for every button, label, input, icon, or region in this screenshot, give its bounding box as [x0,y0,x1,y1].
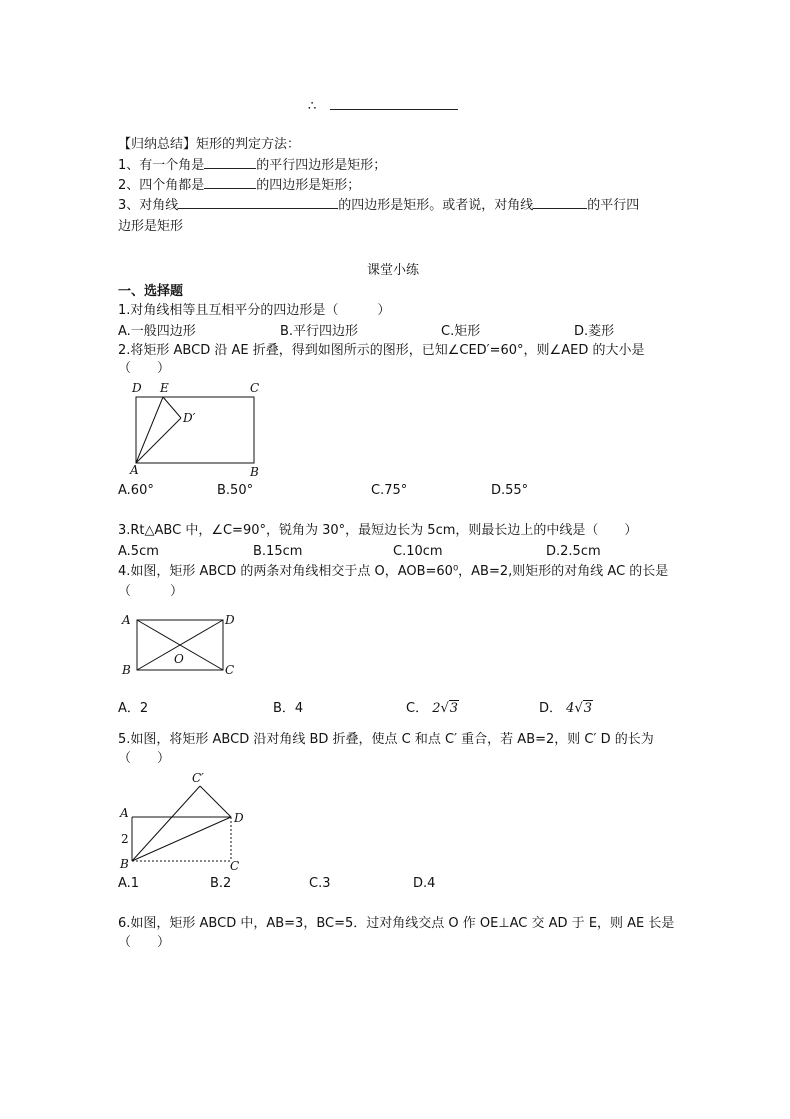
q4-label-b: B [122,663,131,677]
q3-option-d[interactable]: D.2.5cm [546,544,601,559]
q2-figure [118,378,278,482]
q2-label-b: B [250,465,259,479]
q5-label-a: A [120,806,129,820]
q5-line-bd [132,817,231,861]
summary-blank-4[interactable] [533,208,587,209]
q4-figure [118,610,248,680]
q5-line-cprimed [200,786,231,817]
summary-heading: 【归纳总结】矩形的判定方法： [118,137,301,152]
q2-line-ad [136,418,181,463]
q1-option-c[interactable]: C.矩形 [441,324,481,339]
q3-option-a[interactable]: A.5cm [118,544,159,559]
summary-item-2: 2、四个角都是 的四边形是矩形； [118,178,361,193]
summary-item-1: 1、有一个角是 的平行四边形是矩形； [118,158,387,173]
q4-text: 4.如图，矩形 ABCD 的两条对角线相交于点 O，AOB=60⁰，AB=2,则矩形的对角线 AC 的长是 [118,564,669,579]
q5-option-b[interactable]: B.2 [210,876,232,891]
q4-option-b[interactable]: B．4 [273,701,304,716]
q6-text: 6.如图，矩形 ABCD 中，AB=3，BC=5．过对角线交点 O 作 OE⊥AC 交 AD 于 E，则 AE 长是 [118,916,675,931]
q4-option-a[interactable]: A．2 [118,701,149,716]
summary-blank-2[interactable] [204,188,256,189]
q4-label-a: A [122,613,131,627]
q3-text: 3.Rt△ABC 中，∠C=90°，锐角为 30°，最短边长为 5cm，则最长边上的中线是（ ） [118,523,638,538]
q4-option-c[interactable]: C． 2√3 [406,701,459,716]
section-heading: 一、选择题 [118,284,184,299]
therefore-blank[interactable] [330,109,458,110]
q5-option-a[interactable]: A.1 [118,876,140,891]
q5-line-bcprime [132,786,200,861]
q4-paren: （ ） [118,584,184,599]
q2-label-e: E [160,381,169,395]
q2-text: 2.将矩形 ABCD 沿 AE 折叠，得到如图所示的图形，已知∠CED′=60°，则∠AED 的大小是 [118,343,645,358]
q2-label-a: A [130,463,139,477]
q2-paren: （ ） [118,361,171,376]
summary-item-3: 3、对角线 的四边形是矩形。或者说，对角线 的平行四 [118,198,640,213]
q2-option-c[interactable]: C.75° [371,483,408,498]
q5-paren: （ ） [118,751,171,766]
q1-option-a[interactable]: A.一般四边形 [118,324,196,339]
q5-label-cprime: C′ [192,771,204,785]
summary-blank-3[interactable] [178,208,338,209]
q5-label-d: D [234,811,244,825]
q2-option-a[interactable]: A.60° [118,483,154,498]
q1-option-d[interactable]: D.菱形 [574,324,615,339]
q3-option-c[interactable]: C.10cm [393,544,443,559]
q5-option-c[interactable]: C.3 [309,876,331,891]
q4-label-o: O [174,652,184,666]
q4-label-d: D [225,613,235,627]
q5-label-b: B [120,857,129,871]
q6-paren: （ ） [118,935,171,950]
practice-title: 课堂小练 [367,263,420,278]
q5-option-d[interactable]: D.4 [413,876,436,891]
q2-option-b[interactable]: B.50° [217,483,254,498]
q2-rectangle-bc [136,397,254,463]
q5-label-c: C [230,859,240,872]
summary-blank-1[interactable] [204,168,256,169]
q2-option-d[interactable]: D.55° [491,483,529,498]
q2-label-d: D [132,381,142,395]
summary-item-3-cont: 边形是矩形 [118,219,184,234]
q1-text: 1.对角线相等且互相平分的四边形是（ ） [118,303,391,318]
q2-label-dprime: D′ [183,411,196,425]
q5-figure [118,770,258,872]
q5-text: 5.如图，将矩形 ABCD 沿对角线 BD 折叠，使点 C 和点 C′ 重合，若 AB=2，则 C′ D 的长为 [118,732,654,747]
q2-line-ed [163,397,181,418]
q3-option-b[interactable]: B.15cm [253,544,303,559]
q2-line-ae [136,397,163,463]
q5-label-2: 2 [121,832,129,846]
q2-label-c: C [250,381,260,395]
q1-option-b[interactable]: B.平行四边形 [280,324,359,339]
q4-label-c: C [225,663,235,677]
therefore-line [308,98,458,116]
q4-option-d[interactable]: D． 4√3 [539,701,593,716]
therefore-symbol: ∴ [308,99,317,114]
